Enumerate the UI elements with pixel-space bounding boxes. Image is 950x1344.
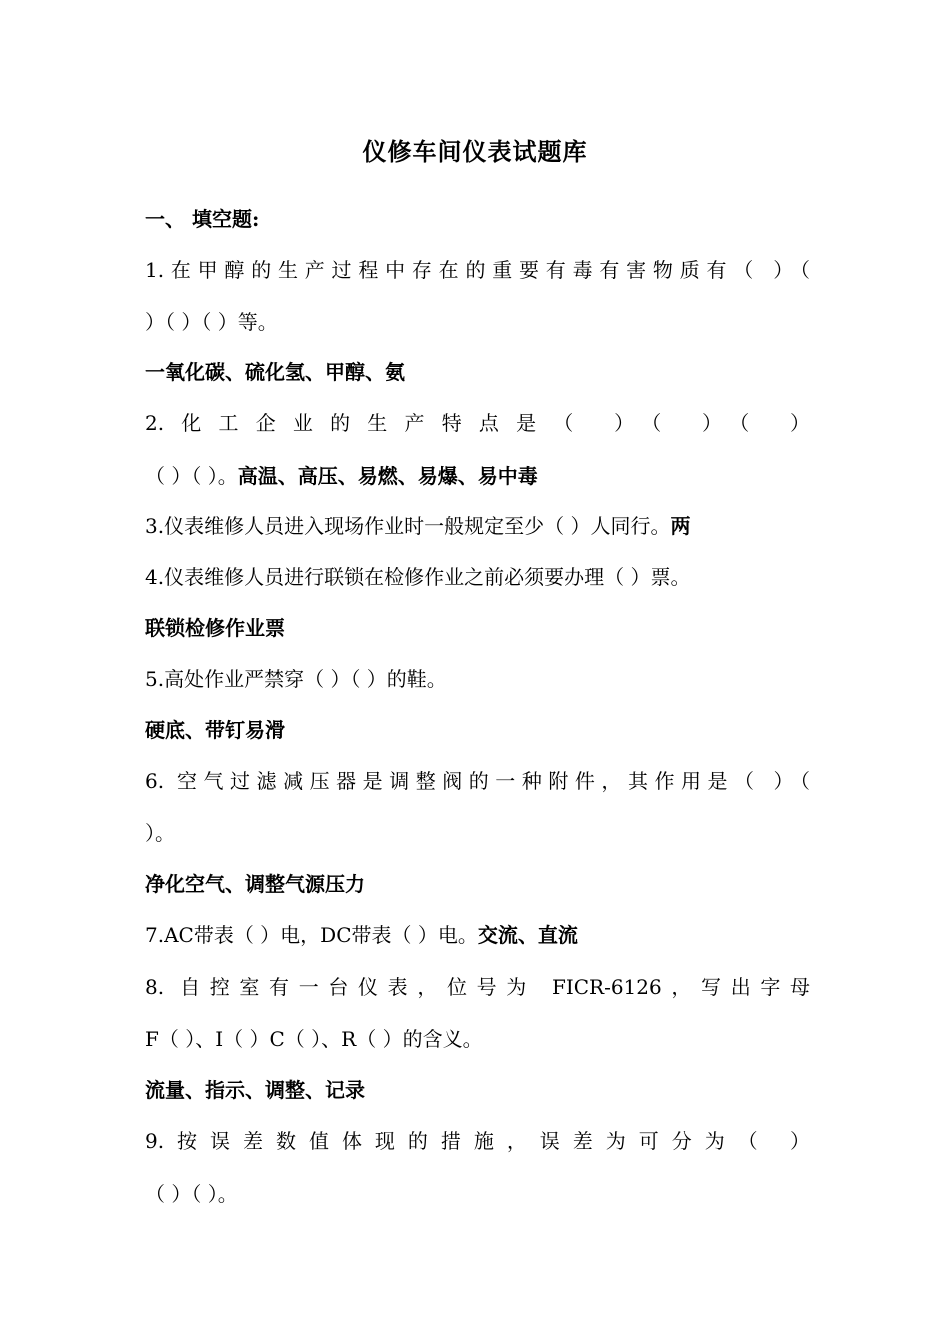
- question-8-line-1: 8. 自控室有一台仪表，位号为 FICR-6126，写出字母: [145, 975, 810, 999]
- question-9-line-2: （ ）（ ）。: [145, 1182, 238, 1206]
- question-6-line-2: ）。: [145, 821, 175, 845]
- question-2-line-2-text: （ ）（ ）。: [145, 464, 238, 488]
- answer-3: 两: [670, 514, 691, 538]
- answer-2: 高温、高压、易燃、易爆、易中毒: [237, 464, 538, 488]
- answer-5: 硬底、带钉易滑: [145, 718, 285, 742]
- answer-4: 联锁检修作业票: [145, 616, 285, 640]
- answer-8: 流量、指示、调整、记录: [145, 1078, 365, 1102]
- question-3: [145, 512, 810, 540]
- document-title: 仪修车间仪表试题库: [362, 137, 588, 166]
- answer-1: 一氧化碳、硫化氢、甲醇、氨: [145, 360, 405, 384]
- question-6-line-1: 6. 空气过滤减压器是调整阀的一种附件，其作用是（ ）（: [145, 769, 810, 793]
- question-9-line-1: 9.按误差数值体现的措施，误差为可分为（ ）: [145, 1129, 810, 1153]
- question-2-line-1: 2.化工企业的生产特点是（ ）（ ）（ ）: [145, 411, 810, 435]
- question-7: [145, 921, 810, 949]
- question-7-text: 7.AC带表（ ）电，DC带表（ ）电。: [145, 923, 478, 947]
- answer-6: 净化空气、调整气源压力: [145, 872, 365, 896]
- section-heading: 一、 填空题:: [145, 207, 260, 231]
- question-2-line-2: [145, 462, 810, 490]
- question-3-text: 3.仪表维修人员进入现场作业时一般规定至少（ ）人同行。: [145, 514, 671, 538]
- question-8-line-2: F（ ）、I（ ）C（ ）、R（ ）的含义。: [145, 1027, 483, 1051]
- question-1-line-2: ）（ ）（ ）等。: [145, 310, 278, 334]
- question-1-line-1: 1.在甲醇的生产过程中存在的重要有毒有害物质有（ ）（: [145, 258, 810, 282]
- question-5: 5.高处作业严禁穿（ ）（ ）的鞋。: [145, 667, 447, 691]
- question-4: 4.仪表维修人员进行联锁在检修作业之前必须要办理（ ）票。: [145, 565, 691, 589]
- answer-7: 交流、直流: [477, 923, 578, 947]
